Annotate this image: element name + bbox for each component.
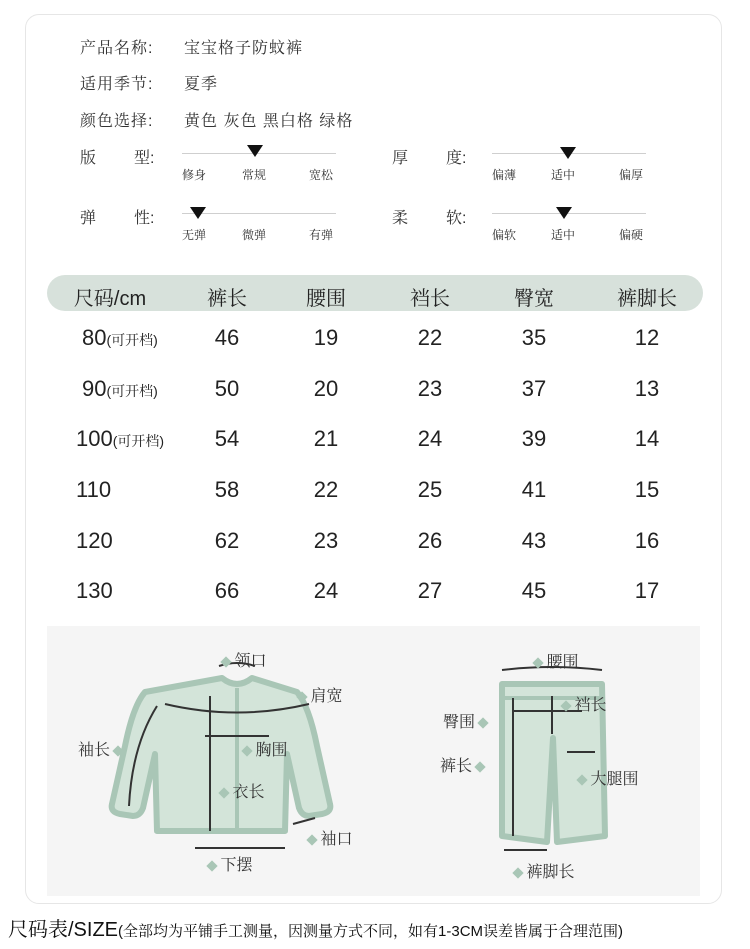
label-collar: 领口 bbox=[222, 648, 266, 671]
label-cuff: 袖口 bbox=[308, 826, 352, 849]
table-header-cell: 臀宽 bbox=[514, 288, 554, 310]
table-size-cell: 120 bbox=[76, 528, 113, 553]
label-length: 衣长 bbox=[220, 779, 264, 802]
table-cell: 17 bbox=[634, 578, 660, 603]
table-cell: 15 bbox=[634, 477, 660, 502]
label-pants-length: 裤长 bbox=[440, 753, 484, 776]
footer-title: 尺码表/SIZE bbox=[8, 919, 119, 941]
diamond-icon bbox=[241, 745, 252, 756]
table-size-cell: 110 bbox=[76, 477, 112, 502]
info-value: 夏季 bbox=[184, 76, 219, 93]
table-cell: 12 bbox=[634, 325, 660, 350]
table-header-cell: 腰围 bbox=[306, 288, 346, 310]
table-size-cell: 100(可开档) bbox=[76, 426, 165, 451]
table-header-cell: 尺码/cm bbox=[73, 288, 147, 310]
scale-tick: 无弹 bbox=[182, 228, 207, 242]
scale-tick: 适中 bbox=[551, 168, 576, 182]
label-leg-opening: 裤脚长 bbox=[514, 859, 574, 882]
table-cell: 27 bbox=[417, 578, 443, 603]
footer-note: (全部均为平铺手工测量，因测量方式不同，如有1-3CM误差皆属于合理范围) bbox=[118, 923, 624, 940]
table-header-cell: 裆长 bbox=[410, 288, 450, 310]
scale-tick: 偏硬 bbox=[619, 228, 644, 242]
label-waist: 腰围 bbox=[534, 649, 578, 672]
table-cell: 22 bbox=[417, 325, 443, 350]
label-chest: 胸围 bbox=[243, 737, 287, 760]
table-cell: 50 bbox=[214, 376, 240, 401]
measurement-illustration bbox=[47, 626, 700, 896]
scale-marker-fit bbox=[247, 145, 263, 157]
scale-label-softness: 柔 软: bbox=[392, 210, 467, 227]
info-row-product-name bbox=[80, 35, 303, 58]
scale-tick: 有弹 bbox=[309, 228, 334, 242]
table-cell: 22 bbox=[313, 477, 339, 502]
label-sleeve: 袖长 bbox=[78, 737, 122, 760]
table-header-cell: 裤脚长 bbox=[617, 288, 677, 310]
table-cell: 19 bbox=[313, 325, 339, 350]
label-hem: 下摆 bbox=[208, 852, 252, 875]
scale-marker-softness bbox=[556, 207, 572, 219]
diamond-icon bbox=[532, 657, 543, 668]
diamond-icon bbox=[218, 787, 229, 798]
scale-tick: 偏薄 bbox=[492, 168, 517, 182]
table-size-cell: 130 bbox=[76, 578, 113, 603]
table-cell: 16 bbox=[634, 528, 660, 553]
table-cell: 26 bbox=[417, 528, 443, 553]
table-cell: 24 bbox=[313, 578, 339, 603]
info-value: 黄色 灰色 黑白格 绿格 bbox=[184, 113, 354, 130]
table-cell: 25 bbox=[417, 477, 443, 502]
diamond-icon bbox=[560, 700, 571, 711]
diamond-icon bbox=[306, 834, 317, 845]
scale-marker-thickness bbox=[560, 147, 576, 159]
table-cell: 66 bbox=[214, 578, 240, 603]
table-cell: 41 bbox=[521, 477, 547, 502]
scale-tick: 常规 bbox=[242, 168, 267, 182]
table-cell: 14 bbox=[634, 426, 660, 451]
scale-tick: 修身 bbox=[182, 168, 207, 182]
table-cell: 43 bbox=[521, 528, 547, 553]
info-label: 适用季节: bbox=[80, 76, 154, 93]
table-cell: 46 bbox=[214, 325, 240, 350]
info-row-season bbox=[80, 71, 218, 94]
scale-tick: 适中 bbox=[551, 228, 576, 242]
table-cell: 45 bbox=[521, 578, 547, 603]
table-cell: 23 bbox=[313, 528, 339, 553]
diamond-icon bbox=[220, 656, 231, 667]
scale-label-thickness: 厚 度: bbox=[392, 150, 467, 167]
diamond-icon bbox=[113, 745, 124, 756]
size-chart-footer bbox=[8, 913, 623, 942]
table-cell: 58 bbox=[214, 477, 240, 502]
table-cell: 37 bbox=[521, 376, 547, 401]
diamond-icon bbox=[576, 774, 587, 785]
scale-tick: 宽松 bbox=[309, 168, 334, 182]
table-size-cell: 80(可开档) bbox=[82, 325, 158, 350]
table-header-cell: 裤长 bbox=[207, 288, 247, 310]
label-rise: 裆长 bbox=[562, 692, 606, 715]
table-cell: 62 bbox=[214, 528, 240, 553]
table-size-cell: 90(可开档) bbox=[82, 376, 158, 401]
diamond-icon bbox=[296, 691, 307, 702]
table-cell: 23 bbox=[417, 376, 443, 401]
scale-tick: 偏软 bbox=[492, 228, 517, 242]
table-cell: 13 bbox=[634, 376, 660, 401]
scale-label-fit: 版 型: bbox=[80, 150, 155, 167]
info-label: 颜色选择: bbox=[80, 113, 154, 130]
table-cell: 24 bbox=[417, 426, 443, 451]
info-label: 产品名称: bbox=[80, 40, 154, 57]
label-shoulder: 肩宽 bbox=[298, 683, 342, 706]
label-thigh: 大腿围 bbox=[578, 766, 638, 789]
diamond-icon bbox=[512, 867, 523, 878]
diamond-icon bbox=[206, 860, 217, 871]
table-cell: 35 bbox=[521, 325, 547, 350]
label-hip: 臀围 bbox=[443, 709, 487, 732]
scale-marker-elasticity bbox=[190, 207, 206, 219]
scale-tick: 微弹 bbox=[242, 228, 267, 242]
info-row-colors bbox=[80, 108, 353, 131]
scale-tick: 偏厚 bbox=[619, 168, 644, 182]
table-cell: 21 bbox=[313, 426, 339, 451]
scale-label-elasticity: 弹 性: bbox=[80, 210, 155, 227]
info-value: 宝宝格子防蚊裤 bbox=[184, 40, 304, 57]
table-cell: 54 bbox=[214, 426, 240, 451]
diamond-icon bbox=[478, 717, 489, 728]
table-cell: 20 bbox=[313, 376, 339, 401]
diamond-icon bbox=[475, 761, 486, 772]
table-cell: 39 bbox=[521, 426, 547, 451]
